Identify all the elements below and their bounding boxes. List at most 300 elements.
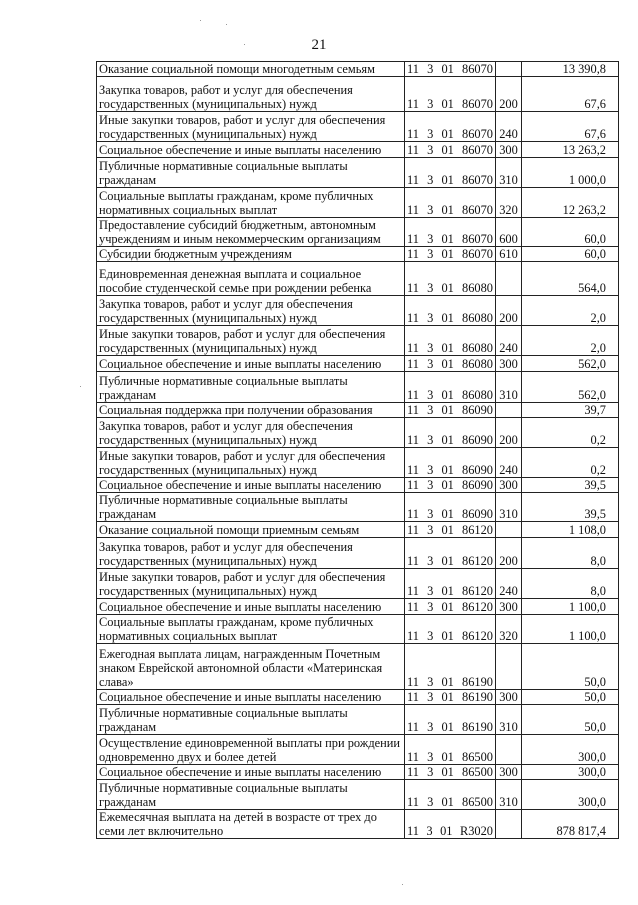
row-expense-type: 240 [496, 448, 522, 478]
row-code [405, 77, 496, 112]
row-expense-type: 300 [496, 356, 522, 372]
row-amount: 2,0 [522, 296, 619, 326]
row-code [405, 418, 496, 448]
row-expense-type: 240 [496, 112, 522, 142]
row-code [405, 403, 496, 418]
code-part: 3 [426, 824, 433, 838]
code-part: 3 [427, 554, 434, 568]
code-part: 86500 [462, 750, 493, 764]
row-name: Социальные выплаты гражданам, кроме публичных нормативных социальных выплат [97, 188, 405, 218]
row-name: Социальное обеспечение и иные выплаты населению [97, 478, 405, 493]
code-part: 3 [427, 357, 434, 371]
code-part: 11 [407, 341, 419, 355]
code-part: 01 [441, 232, 454, 246]
row-amount: 8,0 [522, 538, 619, 569]
code-part: 11 [407, 127, 419, 141]
row-expense-type [496, 403, 522, 418]
code-part: 86090 [462, 478, 493, 492]
row-code [405, 810, 496, 839]
code-part: 86090 [462, 507, 493, 521]
page-number: 21 [311, 37, 327, 53]
row-code-parts [407, 232, 493, 246]
code-part: 01 [441, 795, 454, 809]
code-part: 3 [427, 720, 434, 734]
row-code-parts [407, 127, 493, 141]
row-expense-type: 200 [496, 77, 522, 112]
row-amount: 8,0 [522, 569, 619, 599]
row-name: Социальная поддержка при получении образования [97, 403, 405, 418]
code-part: 11 [407, 281, 419, 295]
code-part: 01 [441, 388, 454, 402]
code-part: 01 [441, 97, 454, 111]
code-part: 3 [427, 600, 434, 614]
code-part: 3 [427, 247, 434, 261]
code-part: 01 [441, 203, 454, 217]
table-row [97, 615, 619, 644]
code-part: 86120 [462, 600, 493, 614]
row-code [405, 62, 496, 77]
scan-speck [244, 44, 245, 45]
row-name: Социальное обеспечение и иные выплаты населению [97, 765, 405, 780]
row-code-parts [407, 795, 493, 809]
code-part: 86120 [462, 523, 493, 537]
table-row [97, 448, 619, 478]
row-expense-type: 300 [496, 478, 522, 493]
row-name: Субсидии бюджетным учреждениям [97, 247, 405, 262]
row-amount: 1 108,0 [522, 522, 619, 538]
code-part: 01 [441, 629, 454, 643]
row-name: Публичные нормативные социальные выплаты гражданам [97, 158, 405, 188]
code-part: 86190 [462, 690, 493, 704]
row-amount: 878 817,4 [522, 810, 619, 839]
row-expense-type: 310 [496, 493, 522, 522]
row-amount: 0,2 [522, 418, 619, 448]
code-part: 3 [427, 341, 434, 355]
row-code-parts [407, 97, 493, 111]
row-expense-type: 320 [496, 188, 522, 218]
code-part: 3 [427, 203, 434, 217]
code-part: 86070 [462, 62, 493, 76]
row-code [405, 569, 496, 599]
row-code-parts [407, 62, 493, 76]
row-expense-type [496, 62, 522, 77]
row-amount: 67,6 [522, 112, 619, 142]
row-name: Предоставление субсидий бюджетным, автономным учреждениям и иным некоммерческим организациям [97, 218, 405, 247]
code-part: 01 [441, 173, 454, 187]
code-part: 3 [427, 629, 434, 643]
row-code-parts [407, 750, 493, 764]
code-part: 86120 [462, 629, 493, 643]
row-code-parts [407, 584, 493, 598]
row-amount: 562,0 [522, 372, 619, 403]
code-part: 86080 [462, 357, 493, 371]
row-code [405, 262, 496, 296]
row-expense-type [496, 810, 522, 839]
row-expense-type: 240 [496, 326, 522, 356]
table-row [97, 112, 619, 142]
code-part: 11 [407, 232, 419, 246]
table-row [97, 478, 619, 493]
row-code-parts [407, 600, 493, 614]
row-amount: 39,5 [522, 478, 619, 493]
row-amount: 300,0 [522, 735, 619, 765]
row-code-parts [407, 824, 493, 838]
code-part: 11 [407, 97, 419, 111]
row-code [405, 538, 496, 569]
row-expense-type: 240 [496, 569, 522, 599]
table-row [97, 262, 619, 296]
code-part: 86190 [462, 675, 493, 689]
row-expense-type: 610 [496, 247, 522, 262]
table-row [97, 599, 619, 615]
code-part: 11 [407, 311, 419, 325]
row-name: Социальное обеспечение и иные выплаты населению [97, 690, 405, 705]
row-expense-type: 600 [496, 218, 522, 247]
code-part: 3 [427, 127, 434, 141]
row-amount: 12 263,2 [522, 188, 619, 218]
code-part: 11 [407, 750, 419, 764]
code-part: 86190 [462, 720, 493, 734]
code-part: 01 [441, 554, 454, 568]
row-code [405, 448, 496, 478]
row-name: Закупка товаров, работ и услуг для обеспечения государственных (муниципальных) нужд [97, 538, 405, 569]
row-amount: 1 100,0 [522, 599, 619, 615]
budget-table [96, 61, 619, 839]
row-expense-type: 310 [496, 372, 522, 403]
table-row [97, 780, 619, 810]
row-amount: 50,0 [522, 705, 619, 735]
row-code-parts [407, 675, 493, 689]
row-code [405, 218, 496, 247]
code-part: 86070 [462, 232, 493, 246]
row-code [405, 599, 496, 615]
row-name: Закупка товаров, работ и услуг для обеспечения государственных (муниципальных) нужд [97, 296, 405, 326]
code-part: 01 [440, 824, 453, 838]
row-code [405, 735, 496, 765]
row-code-parts [407, 433, 493, 447]
code-part: 11 [407, 203, 419, 217]
row-code-parts [407, 478, 493, 492]
row-code-parts [407, 690, 493, 704]
row-expense-type: 300 [496, 765, 522, 780]
code-part: 11 [407, 403, 419, 417]
table-row [97, 247, 619, 262]
row-expense-type: 300 [496, 142, 522, 158]
code-part: 11 [407, 523, 419, 537]
scan-speck [226, 24, 227, 25]
row-name: Социальное обеспечение и иные выплаты населению [97, 599, 405, 615]
row-code-parts [407, 281, 493, 295]
row-code-parts [407, 173, 493, 187]
row-expense-type: 310 [496, 705, 522, 735]
code-part: 86120 [462, 554, 493, 568]
code-part: 3 [427, 463, 434, 477]
row-amount: 1 100,0 [522, 615, 619, 644]
code-part: 01 [441, 341, 454, 355]
table-row [97, 372, 619, 403]
row-name: Закупка товаров, работ и услуг для обеспечения государственных (муниципальных) нужд [97, 77, 405, 112]
table-row [97, 356, 619, 372]
row-code [405, 522, 496, 538]
code-part: 01 [441, 507, 454, 521]
code-part: 11 [407, 247, 419, 261]
row-expense-type [496, 262, 522, 296]
code-part: 86070 [462, 247, 493, 261]
code-part: 3 [427, 478, 434, 492]
table-row [97, 690, 619, 705]
code-part: 11 [407, 765, 419, 779]
row-amount: 562,0 [522, 356, 619, 372]
code-part: 11 [407, 478, 419, 492]
row-name: Иные закупки товаров, работ и услуг для обеспечения государственных (муниципальных) нужд [97, 448, 405, 478]
code-part: 3 [427, 690, 434, 704]
row-code-parts [407, 247, 493, 261]
code-part: 86070 [462, 143, 493, 157]
code-part: 3 [427, 584, 434, 598]
code-part: 11 [407, 629, 419, 643]
code-part: 11 [407, 62, 419, 76]
table-row [97, 765, 619, 780]
row-code-parts [407, 463, 493, 477]
code-part: 11 [407, 720, 419, 734]
table-row [97, 296, 619, 326]
table-row [97, 705, 619, 735]
code-part: 11 [407, 584, 419, 598]
row-expense-type [496, 735, 522, 765]
row-code [405, 765, 496, 780]
row-name: Закупка товаров, работ и услуг для обеспечения государственных (муниципальных) нужд [97, 418, 405, 448]
code-part: 3 [427, 675, 434, 689]
code-part: 86070 [462, 173, 493, 187]
code-part: 01 [441, 584, 454, 598]
row-amount: 39,7 [522, 403, 619, 418]
row-name: Публичные нормативные социальные выплаты гражданам [97, 372, 405, 403]
code-part: 86090 [462, 403, 493, 417]
code-part: 01 [441, 463, 454, 477]
row-code [405, 188, 496, 218]
table-row [97, 493, 619, 522]
code-part: 3 [427, 232, 434, 246]
code-part: 86070 [462, 203, 493, 217]
code-part: 01 [441, 127, 454, 141]
code-part: 11 [407, 507, 419, 521]
code-part: 11 [407, 554, 419, 568]
code-part: 3 [427, 523, 434, 537]
row-amount: 2,0 [522, 326, 619, 356]
code-part: 3 [427, 143, 434, 157]
row-code [405, 158, 496, 188]
row-code-parts [407, 357, 493, 371]
row-amount: 0,2 [522, 448, 619, 478]
row-amount: 300,0 [522, 765, 619, 780]
row-name: Иные закупки товаров, работ и услуг для обеспечения государственных (муниципальных) нужд [97, 569, 405, 599]
row-amount: 564,0 [522, 262, 619, 296]
table-row [97, 142, 619, 158]
row-code [405, 615, 496, 644]
code-part: 3 [427, 173, 434, 187]
code-part: 3 [427, 388, 434, 402]
table-row [97, 522, 619, 538]
table-row [97, 218, 619, 247]
code-part: 86070 [462, 97, 493, 111]
row-name: Оказание социальной помощи многодетным семьям [97, 62, 405, 77]
table-row [97, 188, 619, 218]
code-part: 11 [407, 600, 419, 614]
code-part: 11 [407, 357, 419, 371]
row-name: Социальное обеспечение и иные выплаты населению [97, 356, 405, 372]
table-row [97, 403, 619, 418]
table-row [97, 77, 619, 112]
row-amount: 300,0 [522, 780, 619, 810]
code-part: 11 [407, 388, 419, 402]
scan-speck [80, 386, 81, 387]
table-row [97, 62, 619, 77]
row-code [405, 493, 496, 522]
table-row [97, 810, 619, 839]
table-row [97, 418, 619, 448]
code-part: 01 [441, 720, 454, 734]
row-code [405, 247, 496, 262]
code-part: 01 [441, 750, 454, 764]
row-expense-type: 300 [496, 599, 522, 615]
row-code-parts [407, 143, 493, 157]
row-code-parts [407, 311, 493, 325]
code-part: 11 [407, 433, 419, 447]
row-code-parts [407, 388, 493, 402]
scan-speck [402, 884, 403, 885]
row-code-parts [407, 403, 493, 417]
row-code-parts [407, 765, 493, 779]
table-row [97, 538, 619, 569]
row-code-parts [407, 720, 493, 734]
row-name: Публичные нормативные социальные выплаты гражданам [97, 493, 405, 522]
code-part: 11 [407, 675, 419, 689]
row-code [405, 690, 496, 705]
row-expense-type: 300 [496, 690, 522, 705]
row-expense-type: 310 [496, 780, 522, 810]
row-code-parts [407, 507, 493, 521]
row-amount: 13 390,8 [522, 62, 619, 77]
row-name: Ежемесячная выплата на детей в возрасте от трех до семи лет включительно [97, 810, 405, 839]
row-name: Публичные нормативные социальные выплаты гражданам [97, 780, 405, 810]
row-code [405, 326, 496, 356]
row-code [405, 372, 496, 403]
code-part: 86080 [462, 281, 493, 295]
budget-table-body [97, 62, 619, 839]
table-row [97, 569, 619, 599]
row-expense-type: 200 [496, 296, 522, 326]
code-part: 01 [441, 143, 454, 157]
row-expense-type: 320 [496, 615, 522, 644]
code-part: 01 [441, 690, 454, 704]
code-part: 01 [441, 675, 454, 689]
code-part: 86070 [462, 127, 493, 141]
code-part: 86500 [462, 795, 493, 809]
row-code [405, 142, 496, 158]
code-part: 3 [427, 433, 434, 447]
code-part: R3020 [459, 824, 493, 838]
code-part: 01 [441, 433, 454, 447]
code-part: 01 [441, 600, 454, 614]
code-part: 86080 [462, 388, 493, 402]
row-name: Единовременная денежная выплата и социальное пособие студенческой семье при рождении ребенка [97, 262, 405, 296]
row-code [405, 705, 496, 735]
code-part: 3 [427, 62, 434, 76]
code-part: 86080 [462, 341, 493, 355]
code-part: 01 [441, 403, 454, 417]
code-part: 01 [441, 311, 454, 325]
row-code-parts [407, 554, 493, 568]
row-name: Оказание социальной помощи приемным семьям [97, 522, 405, 538]
row-code [405, 780, 496, 810]
code-part: 3 [427, 750, 434, 764]
row-code [405, 356, 496, 372]
row-name: Осуществление единовременной выплаты при рождении одновременно двух и более детей [97, 735, 405, 765]
table-row [97, 644, 619, 690]
row-name: Иные закупки товаров, работ и услуг для обеспечения государственных (муниципальных) нужд [97, 326, 405, 356]
row-amount: 1 000,0 [522, 158, 619, 188]
row-amount: 50,0 [522, 690, 619, 705]
code-part: 11 [407, 143, 419, 157]
row-amount: 60,0 [522, 247, 619, 262]
code-part: 01 [441, 62, 454, 76]
row-expense-type [496, 522, 522, 538]
code-part: 3 [427, 311, 434, 325]
code-part: 11 [407, 173, 419, 187]
row-name: Ежегодная выплата лицам, награжденным Почетным знаком Еврейской автономной области «Материнская слава» [97, 644, 405, 690]
row-code [405, 478, 496, 493]
code-part: 3 [427, 507, 434, 521]
code-part: 01 [441, 247, 454, 261]
row-amount: 60,0 [522, 218, 619, 247]
row-code [405, 112, 496, 142]
row-code-parts [407, 203, 493, 217]
row-name: Публичные нормативные социальные выплаты гражданам [97, 705, 405, 735]
table-row [97, 735, 619, 765]
scan-speck [200, 20, 201, 21]
code-part: 11 [407, 463, 419, 477]
code-part: 11 [407, 795, 419, 809]
code-part: 3 [427, 281, 434, 295]
row-amount: 50,0 [522, 644, 619, 690]
row-name: Социальное обеспечение и иные выплаты населению [97, 142, 405, 158]
row-code-parts [407, 629, 493, 643]
row-name: Иные закупки товаров, работ и услуг для обеспечения государственных (муниципальных) нужд [97, 112, 405, 142]
code-part: 86090 [462, 433, 493, 447]
code-part: 86090 [462, 463, 493, 477]
row-expense-type: 200 [496, 418, 522, 448]
code-part: 01 [441, 357, 454, 371]
row-code-parts [407, 341, 493, 355]
row-expense-type [496, 644, 522, 690]
code-part: 3 [427, 97, 434, 111]
code-part: 11 [407, 690, 419, 704]
row-expense-type: 200 [496, 538, 522, 569]
row-code-parts [407, 523, 493, 537]
code-part: 11 [407, 824, 419, 838]
row-code [405, 644, 496, 690]
table-row [97, 158, 619, 188]
code-part: 3 [427, 765, 434, 779]
code-part: 86500 [462, 765, 493, 779]
row-name: Социальные выплаты гражданам, кроме публичных нормативных социальных выплат [97, 615, 405, 644]
row-code [405, 296, 496, 326]
code-part: 86080 [462, 311, 493, 325]
table-row [97, 326, 619, 356]
row-amount: 39,5 [522, 493, 619, 522]
code-part: 01 [441, 478, 454, 492]
row-amount: 13 263,2 [522, 142, 619, 158]
